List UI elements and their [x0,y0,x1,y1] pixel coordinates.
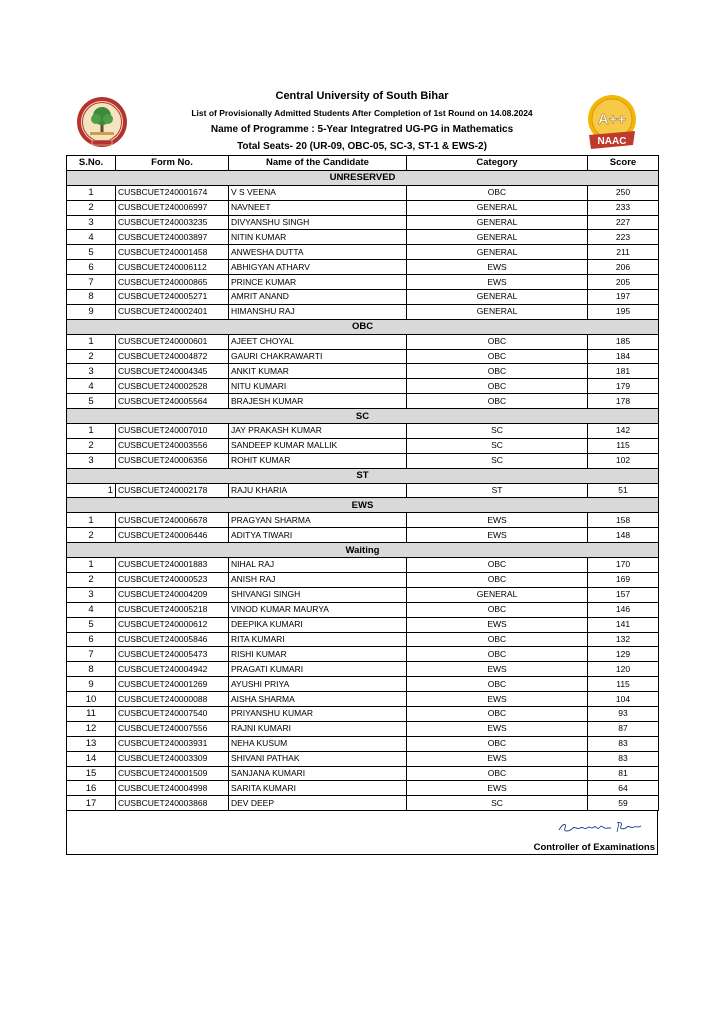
cell-score: 141 [588,617,659,632]
section-header-row [67,409,659,424]
cell-candidate-name: SARITA KUMARI [229,781,407,796]
cell-candidate-name: ANISH RAJ [229,572,407,587]
cell-category: GENERAL [407,230,588,245]
cell-score: 142 [588,424,659,439]
programme-name: Name of Programme : 5-Year Integratred UG-PG in Mathematics [210,124,514,135]
section-header-row [67,170,659,185]
section-header-row [67,543,659,558]
cell-category: ST [407,483,588,498]
cell-score: 178 [588,394,659,409]
cell-score: 81 [588,766,659,781]
cell-sno: 7 [67,275,116,290]
cell-form-no: CUSBCUET240005218 [116,602,229,617]
cell-category: OBC [407,706,588,721]
cell-score: 59 [588,796,659,811]
cell-score: 179 [588,379,659,394]
cell-candidate-name: AMRIT ANAND [229,290,407,305]
cell-candidate-name: PRINCE KUMAR [229,275,407,290]
cell-sno: 5 [67,617,116,632]
cell-score: 227 [588,215,659,230]
cell-form-no: CUSBCUET240000523 [116,572,229,587]
cell-score: 115 [588,438,659,453]
cell-score: 115 [588,677,659,692]
cell-score: 102 [588,453,659,468]
column-header-sno: S.No. [67,156,116,171]
cell-sno: 4 [67,602,116,617]
table-row [67,692,659,707]
column-header-score: Score [588,156,659,171]
cell-sno: 2 [67,438,116,453]
cell-score: 146 [588,602,659,617]
cell-sno: 6 [67,260,116,275]
cell-form-no: CUSBCUET240004942 [116,662,229,677]
cell-sno: 1 [67,185,116,200]
table-row [67,483,659,498]
admission-table [66,155,659,811]
cell-candidate-name: VINOD KUMAR MAURYA [229,602,407,617]
cell-sno: 7 [67,647,116,662]
cell-category: OBC [407,185,588,200]
cell-score: 185 [588,334,659,349]
cell-candidate-name: RAJU KHARIA [229,483,407,498]
cell-sno: 1 [67,513,116,528]
cell-candidate-name: SANDEEP KUMAR MALLIK [229,438,407,453]
cell-sno: 15 [67,766,116,781]
cell-candidate-name: ADITYA TIWARI [229,528,407,543]
cell-form-no: CUSBCUET240007556 [116,721,229,736]
table-row [67,245,659,260]
table-row [67,781,659,796]
cell-category: OBC [407,736,588,751]
cell-candidate-name: ABHIGYAN ATHARV [229,260,407,275]
cell-sno: 8 [67,662,116,677]
cell-score: 51 [588,483,659,498]
table-row [67,766,659,781]
cell-form-no: CUSBCUET240003868 [116,796,229,811]
handwritten-signature-icon [555,817,647,837]
cell-sno: 6 [67,632,116,647]
cell-sno: 12 [67,721,116,736]
cell-candidate-name: ANKIT KUMAR [229,364,407,379]
naac-grade-text: A++ [597,111,627,128]
cell-score: 223 [588,230,659,245]
cell-form-no: CUSBCUET240005564 [116,394,229,409]
cell-candidate-name: PRAGYAN SHARMA [229,513,407,528]
cell-category: OBC [407,394,588,409]
section-title: EWS [67,498,659,513]
cell-candidate-name: DIVYANSHU SINGH [229,215,407,230]
cell-form-no: CUSBCUET240001269 [116,677,229,692]
cell-category: SC [407,453,588,468]
cell-sno: 14 [67,751,116,766]
table-row [67,438,659,453]
cell-category: GENERAL [407,290,588,305]
cell-sno: 1 [67,334,116,349]
cell-sno: 13 [67,736,116,751]
cell-sno: 4 [67,230,116,245]
table-row [67,424,659,439]
section-header-row [67,319,659,334]
cell-sno: 5 [67,394,116,409]
cell-score: 233 [588,200,659,215]
cell-category: OBC [407,766,588,781]
cell-score: 184 [588,349,659,364]
cell-category: EWS [407,528,588,543]
cell-category: EWS [407,513,588,528]
table-row [67,647,659,662]
cell-sno: 2 [67,349,116,364]
cell-score: 83 [588,736,659,751]
cell-category: OBC [407,647,588,662]
cell-candidate-name: NEHA KUSUM [229,736,407,751]
cell-category: EWS [407,260,588,275]
naac-label-text: NAAC [597,136,627,147]
table-row [67,334,659,349]
cell-candidate-name: BRAJESH KUMAR [229,394,407,409]
document-header [66,86,658,156]
cell-form-no: CUSBCUET240004998 [116,781,229,796]
table-row [67,662,659,677]
column-header-candidate-name: Name of the Candidate [229,156,407,171]
cell-category: EWS [407,662,588,677]
cell-score: 148 [588,528,659,543]
cell-score: 132 [588,632,659,647]
cell-category: EWS [407,781,588,796]
table-row [67,275,659,290]
cell-candidate-name: RISHI KUMAR [229,647,407,662]
cell-form-no: CUSBCUET240001674 [116,185,229,200]
cell-score: 170 [588,558,659,573]
section-title: Waiting [67,543,659,558]
cell-sno: 8 [67,290,116,305]
table-row [67,513,659,528]
cell-candidate-name: AISHA SHARMA [229,692,407,707]
section-header-row [67,468,659,483]
section-header-row [67,498,659,513]
naac-a-plus-plus-badge-icon [583,93,641,155]
cell-score: 93 [588,706,659,721]
cell-candidate-name: RAJNI KUMARI [229,721,407,736]
table-body [67,170,659,810]
cell-category: GENERAL [407,200,588,215]
cell-sno: 4 [67,379,116,394]
table-row [67,349,659,364]
cell-form-no: CUSBCUET240003897 [116,230,229,245]
cell-form-no: CUSBCUET240001883 [116,558,229,573]
cell-candidate-name: AYUSHI PRIYA [229,677,407,692]
cell-sno: 1 [67,483,116,498]
cell-category: OBC [407,677,588,692]
cell-form-no: CUSBCUET240000612 [116,617,229,632]
cell-form-no: CUSBCUET240001509 [116,766,229,781]
cell-form-no: CUSBCUET240003556 [116,438,229,453]
cell-form-no: CUSBCUET240003235 [116,215,229,230]
cell-candidate-name: V S VEENA [229,185,407,200]
cell-score: 104 [588,692,659,707]
document-footer [66,811,658,855]
cell-candidate-name: PRIYANSHU KUMAR [229,706,407,721]
table-row [67,736,659,751]
cell-form-no: CUSBCUET240004209 [116,587,229,602]
table-row [67,364,659,379]
table-row [67,230,659,245]
cell-sno: 11 [67,706,116,721]
cell-form-no: CUSBCUET240006678 [116,513,229,528]
cell-candidate-name: GAURI CHAKRAWARTI [229,349,407,364]
cell-form-no: CUSBCUET240002401 [116,304,229,319]
table-row [67,394,659,409]
cell-sno: 2 [67,200,116,215]
cell-form-no: CUSBCUET240003309 [116,751,229,766]
cell-candidate-name: NAVNEET [229,200,407,215]
cell-category: OBC [407,364,588,379]
cell-form-no: CUSBCUET240000601 [116,334,229,349]
table-row [67,558,659,573]
table-row [67,185,659,200]
cell-score: 211 [588,245,659,260]
cell-form-no: CUSBCUET240002178 [116,483,229,498]
cell-score: 169 [588,572,659,587]
section-title: SC [67,409,659,424]
cell-candidate-name: DEEPIKA KUMARI [229,617,407,632]
cell-sno: 3 [67,364,116,379]
table-row [67,528,659,543]
table-row [67,304,659,319]
cell-form-no: CUSBCUET240004872 [116,349,229,364]
cell-sno: 1 [67,558,116,573]
cell-form-no: CUSBCUET240000088 [116,692,229,707]
table-row [67,379,659,394]
cell-score: 87 [588,721,659,736]
cell-category: SC [407,424,588,439]
cell-candidate-name: RITA KUMARI [229,632,407,647]
table-row [67,572,659,587]
cell-form-no: CUSBCUET240004345 [116,364,229,379]
section-title: OBC [67,319,659,334]
cell-candidate-name: SANJANA KUMARI [229,766,407,781]
cell-form-no: CUSBCUET240007010 [116,424,229,439]
list-title: List of Provisionally Admitted Students After Completion of 1st Round on 14.08.2024 [191,108,533,118]
cell-score: 129 [588,647,659,662]
cell-candidate-name: ANWESHA DUTTA [229,245,407,260]
cell-sno: 3 [67,215,116,230]
cell-form-no: CUSBCUET240005473 [116,647,229,662]
cell-sno: 5 [67,245,116,260]
cell-candidate-name: NIHAL RAJ [229,558,407,573]
cell-form-no: CUSBCUET240001458 [116,245,229,260]
cell-candidate-name: NITU KUMARI [229,379,407,394]
cell-sno: 9 [67,304,116,319]
table-row [67,200,659,215]
cell-sno: 10 [67,692,116,707]
section-title: UNRESERVED [67,170,659,185]
controller-of-examinations: Controller of Examinations [533,842,655,853]
cell-candidate-name: AJEET CHOYAL [229,334,407,349]
cell-category: EWS [407,275,588,290]
table-row [67,290,659,305]
table-row [67,751,659,766]
cell-form-no: CUSBCUET240000865 [116,275,229,290]
table-row [67,260,659,275]
cell-category: SC [407,796,588,811]
table-row [67,587,659,602]
table-row [67,677,659,692]
cell-form-no: CUSBCUET240007540 [116,706,229,721]
cell-category: OBC [407,349,588,364]
cell-candidate-name: NITIN KUMAR [229,230,407,245]
cell-candidate-name: DEV DEEP [229,796,407,811]
cell-candidate-name: SHIVANGI SINGH [229,587,407,602]
cell-candidate-name: ROHIT KUMAR [229,453,407,468]
cell-category: OBC [407,602,588,617]
cell-sno: 2 [67,528,116,543]
cell-form-no: CUSBCUET240005846 [116,632,229,647]
cell-score: 181 [588,364,659,379]
cell-score: 120 [588,662,659,677]
cell-category: EWS [407,692,588,707]
cell-score: 158 [588,513,659,528]
cell-score: 206 [588,260,659,275]
cell-sno: 3 [67,453,116,468]
cell-form-no: CUSBCUET240006112 [116,260,229,275]
section-title: ST [67,468,659,483]
cell-category: GENERAL [407,304,588,319]
cell-category: OBC [407,572,588,587]
cell-form-no: CUSBCUET240005271 [116,290,229,305]
table-row [67,602,659,617]
table-row [67,796,659,811]
cell-category: GENERAL [407,245,588,260]
cell-category: OBC [407,632,588,647]
university-name: Central University of South Bihar [275,90,449,102]
cell-score: 205 [588,275,659,290]
cell-sno: 2 [67,572,116,587]
cell-candidate-name: PRAGATI KUMARI [229,662,407,677]
cell-category: EWS [407,751,588,766]
table-row [67,706,659,721]
cell-score: 157 [588,587,659,602]
cell-category: OBC [407,558,588,573]
table-row [67,215,659,230]
table-row [67,617,659,632]
cell-sno: 9 [67,677,116,692]
cell-form-no: CUSBCUET240002528 [116,379,229,394]
table-row [67,721,659,736]
cell-category: OBC [407,379,588,394]
cell-category: EWS [407,721,588,736]
cell-sno: 3 [67,587,116,602]
cell-form-no: CUSBCUET240006356 [116,453,229,468]
cell-sno: 1 [67,424,116,439]
cell-form-no: CUSBCUET240006446 [116,528,229,543]
column-header-category: Category [407,156,588,171]
total-seats: Total Seats- 20 (UR-09, OBC-05, SC-3, ST-1 & EWS-2) [237,141,487,152]
column-header-form-no: Form No. [116,156,229,171]
cell-form-no: CUSBCUET240006997 [116,200,229,215]
cell-score: 250 [588,185,659,200]
cell-category: EWS [407,617,588,632]
cell-score: 197 [588,290,659,305]
cell-category: GENERAL [407,587,588,602]
table-row [67,632,659,647]
cell-sno: 16 [67,781,116,796]
cell-score: 64 [588,781,659,796]
cell-sno: 17 [67,796,116,811]
cell-candidate-name: HIMANSHU RAJ [229,304,407,319]
table-header-row [67,156,659,171]
cell-category: GENERAL [407,215,588,230]
cell-category: SC [407,438,588,453]
table-row [67,453,659,468]
cell-candidate-name: SHIVANI PATHAK [229,751,407,766]
cell-category: OBC [407,334,588,349]
cell-score: 195 [588,304,659,319]
cell-candidate-name: JAY PRAKASH KUMAR [229,424,407,439]
cell-score: 83 [588,751,659,766]
cell-form-no: CUSBCUET240003931 [116,736,229,751]
